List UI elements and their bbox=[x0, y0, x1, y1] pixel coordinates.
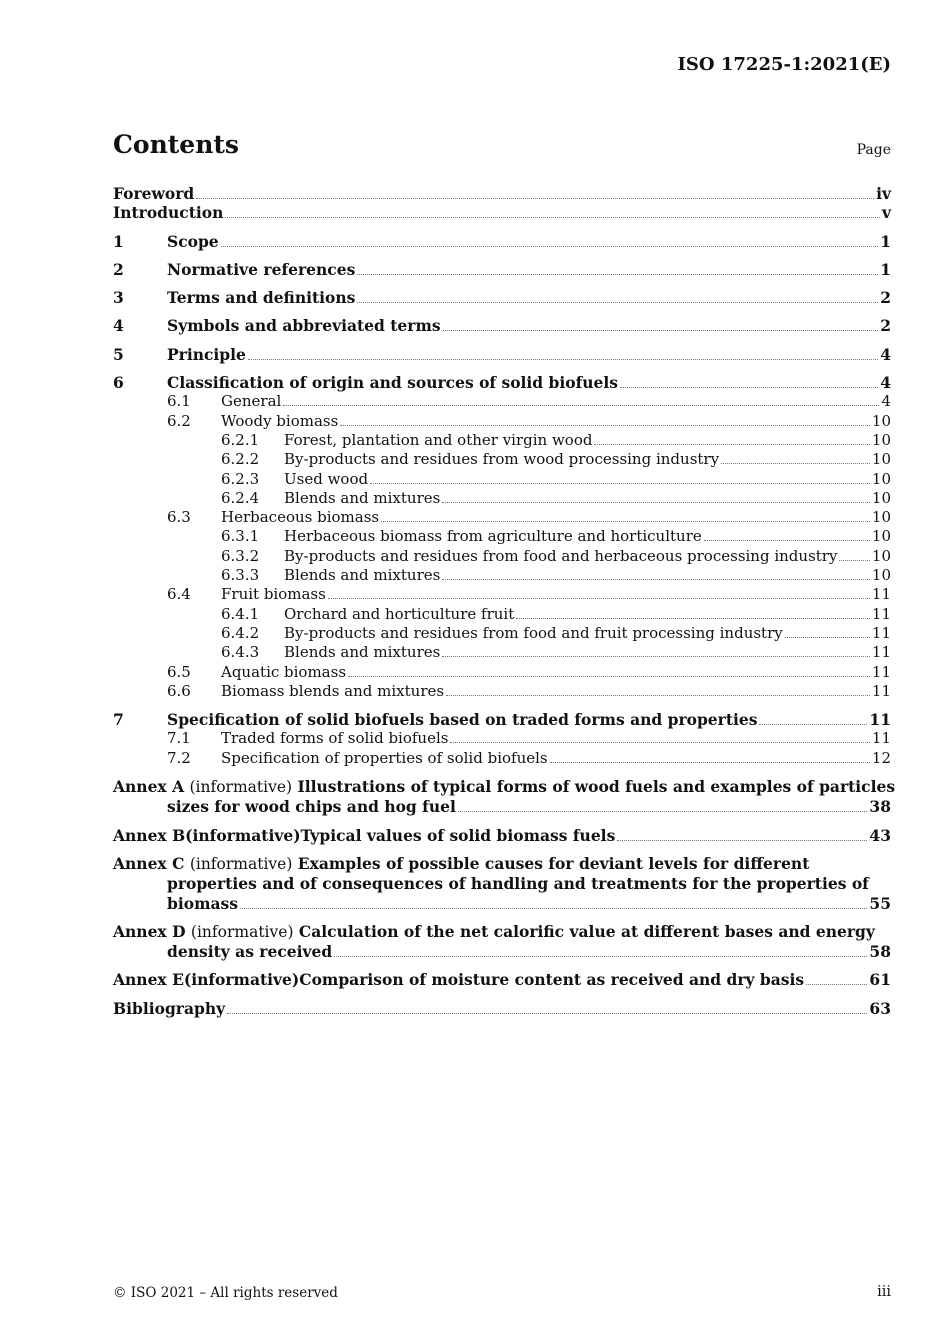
toc-entry-page: 12 bbox=[871, 748, 891, 767]
toc-entry-number: 6.2.4 bbox=[221, 488, 260, 507]
toc-entry-page: 10 bbox=[871, 411, 891, 430]
toc-entry-title: Used wood bbox=[284, 469, 369, 488]
toc-entry[interactable] bbox=[113, 373, 891, 392]
annex-title: Calculation of the net calorific value at different bases and energy bbox=[298, 921, 875, 941]
dot-leader bbox=[458, 811, 868, 812]
toc-entry-number: 6.2.2 bbox=[221, 450, 260, 469]
toc-entry-page: 1 bbox=[880, 231, 891, 251]
toc-entry-page: 4 bbox=[881, 392, 891, 411]
toc-entry[interactable] bbox=[113, 547, 891, 566]
annex-entry[interactable] bbox=[113, 826, 891, 845]
toc-entry-title: Blends and mixtures bbox=[284, 488, 441, 507]
annex-page: 38 bbox=[869, 797, 891, 817]
toc-entry-page: 4 bbox=[880, 344, 891, 364]
toc-entry-page: 11 bbox=[871, 585, 891, 604]
annex-title-last-line bbox=[113, 797, 891, 816]
toc-entry[interactable] bbox=[113, 316, 891, 335]
toc-entry-number: 6.6 bbox=[167, 681, 191, 700]
toc-entry-title: Specification of properties of solid biofuels bbox=[221, 748, 548, 767]
toc-entry[interactable] bbox=[113, 508, 891, 527]
toc-entry-number: 6.3.2 bbox=[221, 546, 260, 565]
dot-leader bbox=[442, 579, 870, 580]
annex-page: 55 bbox=[869, 893, 891, 913]
dot-leader bbox=[442, 656, 870, 657]
toc-entry-title: Orchard and horticulture fruit bbox=[284, 604, 515, 623]
annex-entry[interactable] bbox=[113, 854, 891, 913]
toc-entry-number: 2 bbox=[113, 259, 124, 279]
dot-leader bbox=[370, 483, 870, 484]
toc-entry-title: Terms and definitions bbox=[167, 288, 356, 308]
annex-title-continued: properties and of consequences of handling and treatments for the properties of bbox=[167, 874, 869, 894]
annex-title: Comparison of moisture content as received and dry basis bbox=[299, 970, 805, 990]
toc-entry[interactable] bbox=[113, 749, 891, 768]
toc-entry-page: 10 bbox=[871, 430, 891, 449]
toc-entry-number: 6.4.3 bbox=[221, 643, 260, 662]
toc-entry[interactable] bbox=[113, 392, 891, 411]
toc-entry-title: Blends and mixtures bbox=[284, 643, 441, 662]
toc-entry-bibliography[interactable] bbox=[113, 999, 891, 1018]
toc-entry-title: Symbols and abbreviated terms bbox=[167, 316, 441, 336]
toc-entry-title: Principle bbox=[167, 344, 246, 364]
contents-title: Contents bbox=[113, 130, 240, 159]
toc-entry-number: 6.3.1 bbox=[221, 527, 260, 546]
toc-entry[interactable] bbox=[113, 450, 891, 469]
toc-entry-number: 5 bbox=[113, 344, 124, 364]
page-column-label: Page bbox=[856, 142, 891, 158]
toc-entry-page: v bbox=[881, 203, 891, 223]
annex-first-line bbox=[113, 826, 891, 845]
annex-entry[interactable] bbox=[113, 777, 896, 817]
toc-entry-number: 6.4.1 bbox=[221, 604, 260, 623]
toc-entry-page: 11 bbox=[871, 623, 891, 642]
toc-entry-page: 10 bbox=[871, 488, 891, 507]
toc-entry[interactable] bbox=[113, 682, 891, 701]
document-id: ISO 17225-1:2021(E) bbox=[677, 54, 891, 75]
annex-label: Annex B bbox=[113, 825, 186, 845]
annex-informative-tag: (informative) bbox=[190, 922, 294, 941]
toc-entry-page: 10 bbox=[871, 469, 891, 488]
annex-label: Annex D bbox=[113, 921, 186, 941]
toc-entry-number: 6.2 bbox=[167, 411, 191, 430]
dot-leader bbox=[550, 762, 870, 763]
dot-leader bbox=[221, 246, 879, 247]
toc-entry-page: 10 bbox=[871, 546, 891, 565]
dot-leader bbox=[196, 198, 874, 199]
annex-entry[interactable] bbox=[113, 970, 891, 989]
annex-title-last-line bbox=[113, 894, 891, 913]
dot-leader bbox=[225, 217, 880, 218]
table-of-contents bbox=[113, 184, 896, 1018]
annex-title: Illustrations of typical forms of wood fuels and examples of particles bbox=[297, 777, 896, 797]
toc-entry-number: 6.4 bbox=[167, 585, 191, 604]
toc-entry-title: By-products and residues from wood processing industry bbox=[284, 450, 720, 469]
toc-entry[interactable] bbox=[113, 605, 891, 624]
toc-entry-page: 10 bbox=[871, 508, 891, 527]
toc-entry-page: 2 bbox=[880, 316, 891, 336]
dot-leader bbox=[248, 359, 878, 360]
toc-entry[interactable] bbox=[113, 527, 891, 546]
toc-entry-title: By-products and residues from food and herbaceous processing industry bbox=[284, 546, 838, 565]
annex-informative-tag: (informative) bbox=[189, 854, 293, 873]
toc-entry[interactable] bbox=[113, 412, 891, 431]
toc-entry-title: Woody biomass bbox=[221, 411, 339, 430]
toc-entry-title: Fruit biomass bbox=[221, 585, 326, 604]
toc-entry-number: 7.2 bbox=[167, 748, 191, 767]
toc-entry-number: 6.4.2 bbox=[221, 623, 260, 642]
toc-entry-page: 11 bbox=[871, 681, 891, 700]
toc-entry-title: Specification of solid biofuels based on traded forms and properties bbox=[167, 710, 758, 730]
dot-leader bbox=[446, 695, 870, 696]
annex-label: Annex C bbox=[113, 853, 185, 873]
annex-title-continued: density as received bbox=[167, 942, 333, 962]
toc-entry[interactable] bbox=[113, 585, 891, 604]
toc-entry-title: Normative references bbox=[167, 259, 356, 279]
dot-leader bbox=[340, 425, 870, 426]
dot-leader bbox=[620, 387, 878, 388]
annex-entry[interactable] bbox=[113, 922, 891, 962]
toc-entry-title: Foreword bbox=[113, 184, 195, 203]
toc-entry-title: Herbaceous biomass from agriculture and horticulture bbox=[284, 527, 702, 546]
annex-first-line bbox=[113, 777, 896, 797]
annex-title-last-line bbox=[113, 942, 891, 961]
toc-entry-number: 3 bbox=[113, 288, 124, 308]
toc-entry-number: 6.5 bbox=[167, 662, 191, 681]
dot-leader bbox=[806, 984, 867, 985]
toc-entry-page: 10 bbox=[871, 566, 891, 585]
bibliography-page: 63 bbox=[869, 998, 891, 1018]
toc-entry[interactable] bbox=[113, 345, 891, 364]
dot-leader bbox=[450, 742, 869, 743]
toc-entry[interactable] bbox=[113, 489, 891, 508]
toc-entry-number: 4 bbox=[113, 316, 124, 336]
annex-title-continued: biomass bbox=[167, 893, 238, 913]
toc-entry-page: 10 bbox=[871, 450, 891, 469]
toc-entry[interactable] bbox=[113, 431, 891, 450]
toc-entry-title: By-products and residues from food and fruit processing industry bbox=[284, 623, 783, 642]
toc-entry-title: Blends and mixtures bbox=[284, 566, 441, 585]
annex-title-continued: sizes for wood chips and hog fuel bbox=[167, 797, 456, 817]
dot-leader bbox=[516, 618, 870, 619]
toc-entry[interactable] bbox=[113, 232, 891, 251]
annex-informative-tag: (informative) bbox=[185, 825, 301, 845]
annex-first-line bbox=[113, 922, 891, 942]
dot-leader bbox=[704, 540, 870, 541]
toc-entry[interactable] bbox=[113, 624, 891, 643]
dot-leader bbox=[227, 1013, 867, 1014]
annex-page: 58 bbox=[869, 942, 891, 962]
toc-entry-number: 6.3 bbox=[167, 508, 191, 527]
toc-entry-title: Introduction bbox=[113, 203, 224, 223]
toc-entry-title: General bbox=[221, 392, 282, 411]
toc-entry-number: 6.1 bbox=[167, 392, 191, 411]
toc-entry[interactable] bbox=[113, 203, 891, 222]
toc-entry-number: 7.1 bbox=[167, 729, 191, 748]
toc-entry-page: 11 bbox=[871, 643, 891, 662]
toc-entry[interactable] bbox=[113, 260, 891, 279]
dot-leader bbox=[328, 598, 870, 599]
dot-leader bbox=[357, 274, 878, 275]
dot-leader bbox=[357, 302, 878, 303]
toc-entry-number: 6 bbox=[113, 373, 124, 393]
toc-entry-page: 11 bbox=[871, 729, 891, 748]
dot-leader bbox=[785, 637, 870, 638]
toc-entry-page: 1 bbox=[880, 259, 891, 279]
annex-informative-tag: (informative) bbox=[183, 970, 300, 990]
toc-entry[interactable] bbox=[113, 566, 891, 585]
dot-leader bbox=[721, 463, 870, 464]
toc-entry[interactable] bbox=[113, 288, 891, 307]
annex-first-line bbox=[113, 970, 891, 989]
toc-entry-number: 6.2.3 bbox=[221, 469, 260, 488]
toc-entry-number: 6.2.1 bbox=[221, 430, 260, 449]
annex-label: Annex A bbox=[113, 777, 185, 797]
dot-leader bbox=[839, 560, 869, 561]
page-number: iii bbox=[877, 1284, 891, 1300]
toc-entry[interactable] bbox=[113, 663, 891, 682]
dot-leader bbox=[348, 676, 870, 677]
toc-entry-page: 4 bbox=[880, 373, 891, 393]
toc-entry[interactable] bbox=[113, 184, 891, 203]
dot-leader bbox=[334, 956, 867, 957]
toc-entry[interactable] bbox=[113, 729, 891, 748]
dot-leader bbox=[283, 405, 879, 406]
dot-leader bbox=[240, 908, 867, 909]
dot-leader bbox=[594, 444, 869, 445]
annex-page: 43 bbox=[869, 825, 891, 845]
annex-informative-tag: (informative) bbox=[189, 778, 293, 797]
annex-page: 61 bbox=[869, 970, 891, 990]
annex-title: Typical values of solid biomass fuels bbox=[300, 825, 616, 845]
toc-entry[interactable] bbox=[113, 710, 891, 729]
toc-entry-page: 10 bbox=[871, 527, 891, 546]
toc-entry-page: 11 bbox=[871, 662, 891, 681]
toc-entry-title: Classification of origin and sources of solid biofuels bbox=[167, 373, 619, 393]
toc-entry-title: Aquatic biomass bbox=[221, 662, 347, 681]
toc-entry-number: 6.3.3 bbox=[221, 566, 260, 585]
toc-entry-title: Scope bbox=[167, 231, 219, 251]
toc-entry-title: Herbaceous biomass bbox=[221, 508, 380, 527]
toc-entry-title: Forest, plantation and other virgin wood bbox=[284, 430, 593, 449]
toc-entry-page: 11 bbox=[871, 604, 891, 623]
annex-first-line bbox=[113, 854, 891, 874]
toc-entry-title: Traded forms of solid biofuels bbox=[221, 729, 449, 748]
toc-entry-title: Biomass blends and mixtures bbox=[221, 681, 445, 700]
toc-entry-page: iv bbox=[876, 184, 891, 203]
dot-leader bbox=[617, 840, 867, 841]
toc-entry-page: 2 bbox=[880, 288, 891, 308]
toc-entry-page: 11 bbox=[869, 710, 891, 730]
annex-title: Examples of possible causes for deviant levels for different bbox=[297, 853, 810, 873]
toc-entry[interactable] bbox=[113, 643, 891, 662]
annex-label: Annex E bbox=[113, 970, 184, 990]
dot-leader bbox=[442, 502, 870, 503]
dot-leader bbox=[381, 521, 870, 522]
copyright-footer: © ISO 2021 – All rights reserved bbox=[113, 1285, 338, 1301]
toc-entry-number: 7 bbox=[113, 710, 124, 730]
toc-entry-number: 1 bbox=[113, 231, 124, 251]
dot-leader bbox=[443, 330, 879, 331]
toc-entry[interactable] bbox=[113, 470, 891, 489]
bibliography-title: Bibliography bbox=[113, 998, 226, 1018]
dot-leader bbox=[759, 724, 867, 725]
